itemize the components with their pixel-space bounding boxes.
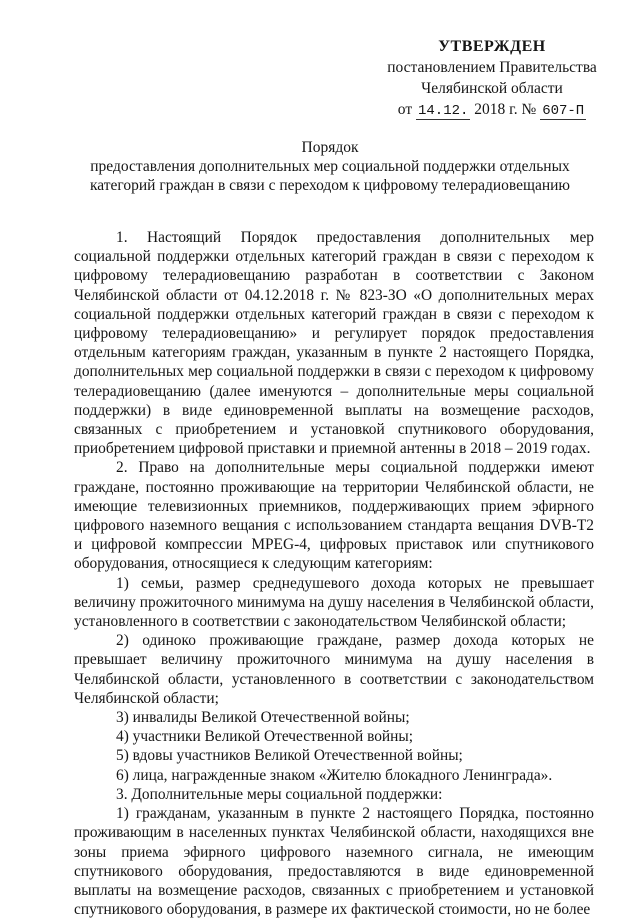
list-item: 1) гражданам, указанным в пункте 2 настоящего Порядка, постоянно проживающим в населенных пунктах Челябинской области, находящихся вне зоны приема эфирного цифрового наземного сигнала, не имеющим спутникового оборудования, предоставляются в виде единовременной выплаты на возмещение расходов, связанных с приобретением и установкой спутникового оборудования, в размере их фактической стоимости, но не более xyxy=(74,805,594,919)
title-line-1: Порядок xyxy=(301,139,359,156)
approval-block xyxy=(372,36,612,122)
document-body xyxy=(74,228,594,919)
paragraph: 1. Настоящий Порядок предоставления дополнительных мер социальной поддержки отдельных категорий граждан в связи с переходом к цифровому телерадиовещанию разработан в соответствии с Законом Челябинской области от 04.12.2018 г. № 823-ЗО «О дополнительных мерах социальной поддержки отдельных категорий граждан в связи с переходом к цифровому телерадиовещанию» и регулирует порядок предоставления отдельным категориям граждан, указанным в пункте 2 настоящего Порядка, дополнительных мер социальной поддержки в связи с переходом к цифровому телерадиовещанию (далее именуются – дополнительные меры социальной поддержки) в виде единовременной выплаты на возмещение расходов, связанных с приобретением и установкой спутникового оборудования, приобретением цифровой приставки и приемной антенны в 2018 – 2019 годах. xyxy=(74,229,594,458)
title-line-2: предоставления дополнительных мер социальной поддержки отдельных xyxy=(90,158,570,175)
list-item: 6) лица, награжденные знаком «Жителю блокадного Ленинграда». xyxy=(116,766,553,784)
approval-date-line xyxy=(372,99,612,122)
list-item: 4) участники Великой Отечественной войны; xyxy=(116,728,414,746)
paragraph: 2. Право на дополнительные меры социальной поддержки имеют граждане, постоянно проживающие на территории Челябинской области, не имеющие телевизионных приемников, поддерживающих прием эфирного цифрового наземного вещания с использованием стандарта вещания DVB-T2 и цифровой компрессии MPEG-4, цифровых приставок или спутникового оборудования, относящиеся к следующим категориям: xyxy=(74,459,594,573)
handwritten-date: 14.12. xyxy=(417,103,469,119)
approval-line-2: Челябинской области xyxy=(421,80,563,97)
approval-line-1: постановлением Правительства xyxy=(387,59,597,76)
list-item: 3) инвалиды Великой Отечественной войны; xyxy=(116,709,410,727)
title-line-3: категорий граждан в связи с переходом к цифровому телерадиовещанию xyxy=(89,177,570,194)
paragraph: 3. Дополнительные меры социальной поддержки: xyxy=(116,785,443,803)
date-year: 2018 г. № xyxy=(474,101,537,118)
date-prefix: от xyxy=(397,101,413,118)
handwritten-number: 607-П xyxy=(542,103,585,119)
document-title xyxy=(60,138,600,195)
list-item: 1) семьи, размер среднедушевого дохода которых не превышает величину прожиточного минимума на душу населения в Челябинской области, установленного в соответствии с законодательством Челябинской области; xyxy=(74,574,594,631)
list-item: 5) вдовы участников Великой Отечественной войны; xyxy=(116,747,463,765)
list-item: 2) одиноко проживающие граждане, размер дохода которых не превышает величину прожиточного минимума на душу населения в Челябинской области, установленного в соответствии с законодательством Челябинской области; xyxy=(74,632,594,707)
approval-heading: УТВЕРЖДЕН xyxy=(438,38,546,55)
